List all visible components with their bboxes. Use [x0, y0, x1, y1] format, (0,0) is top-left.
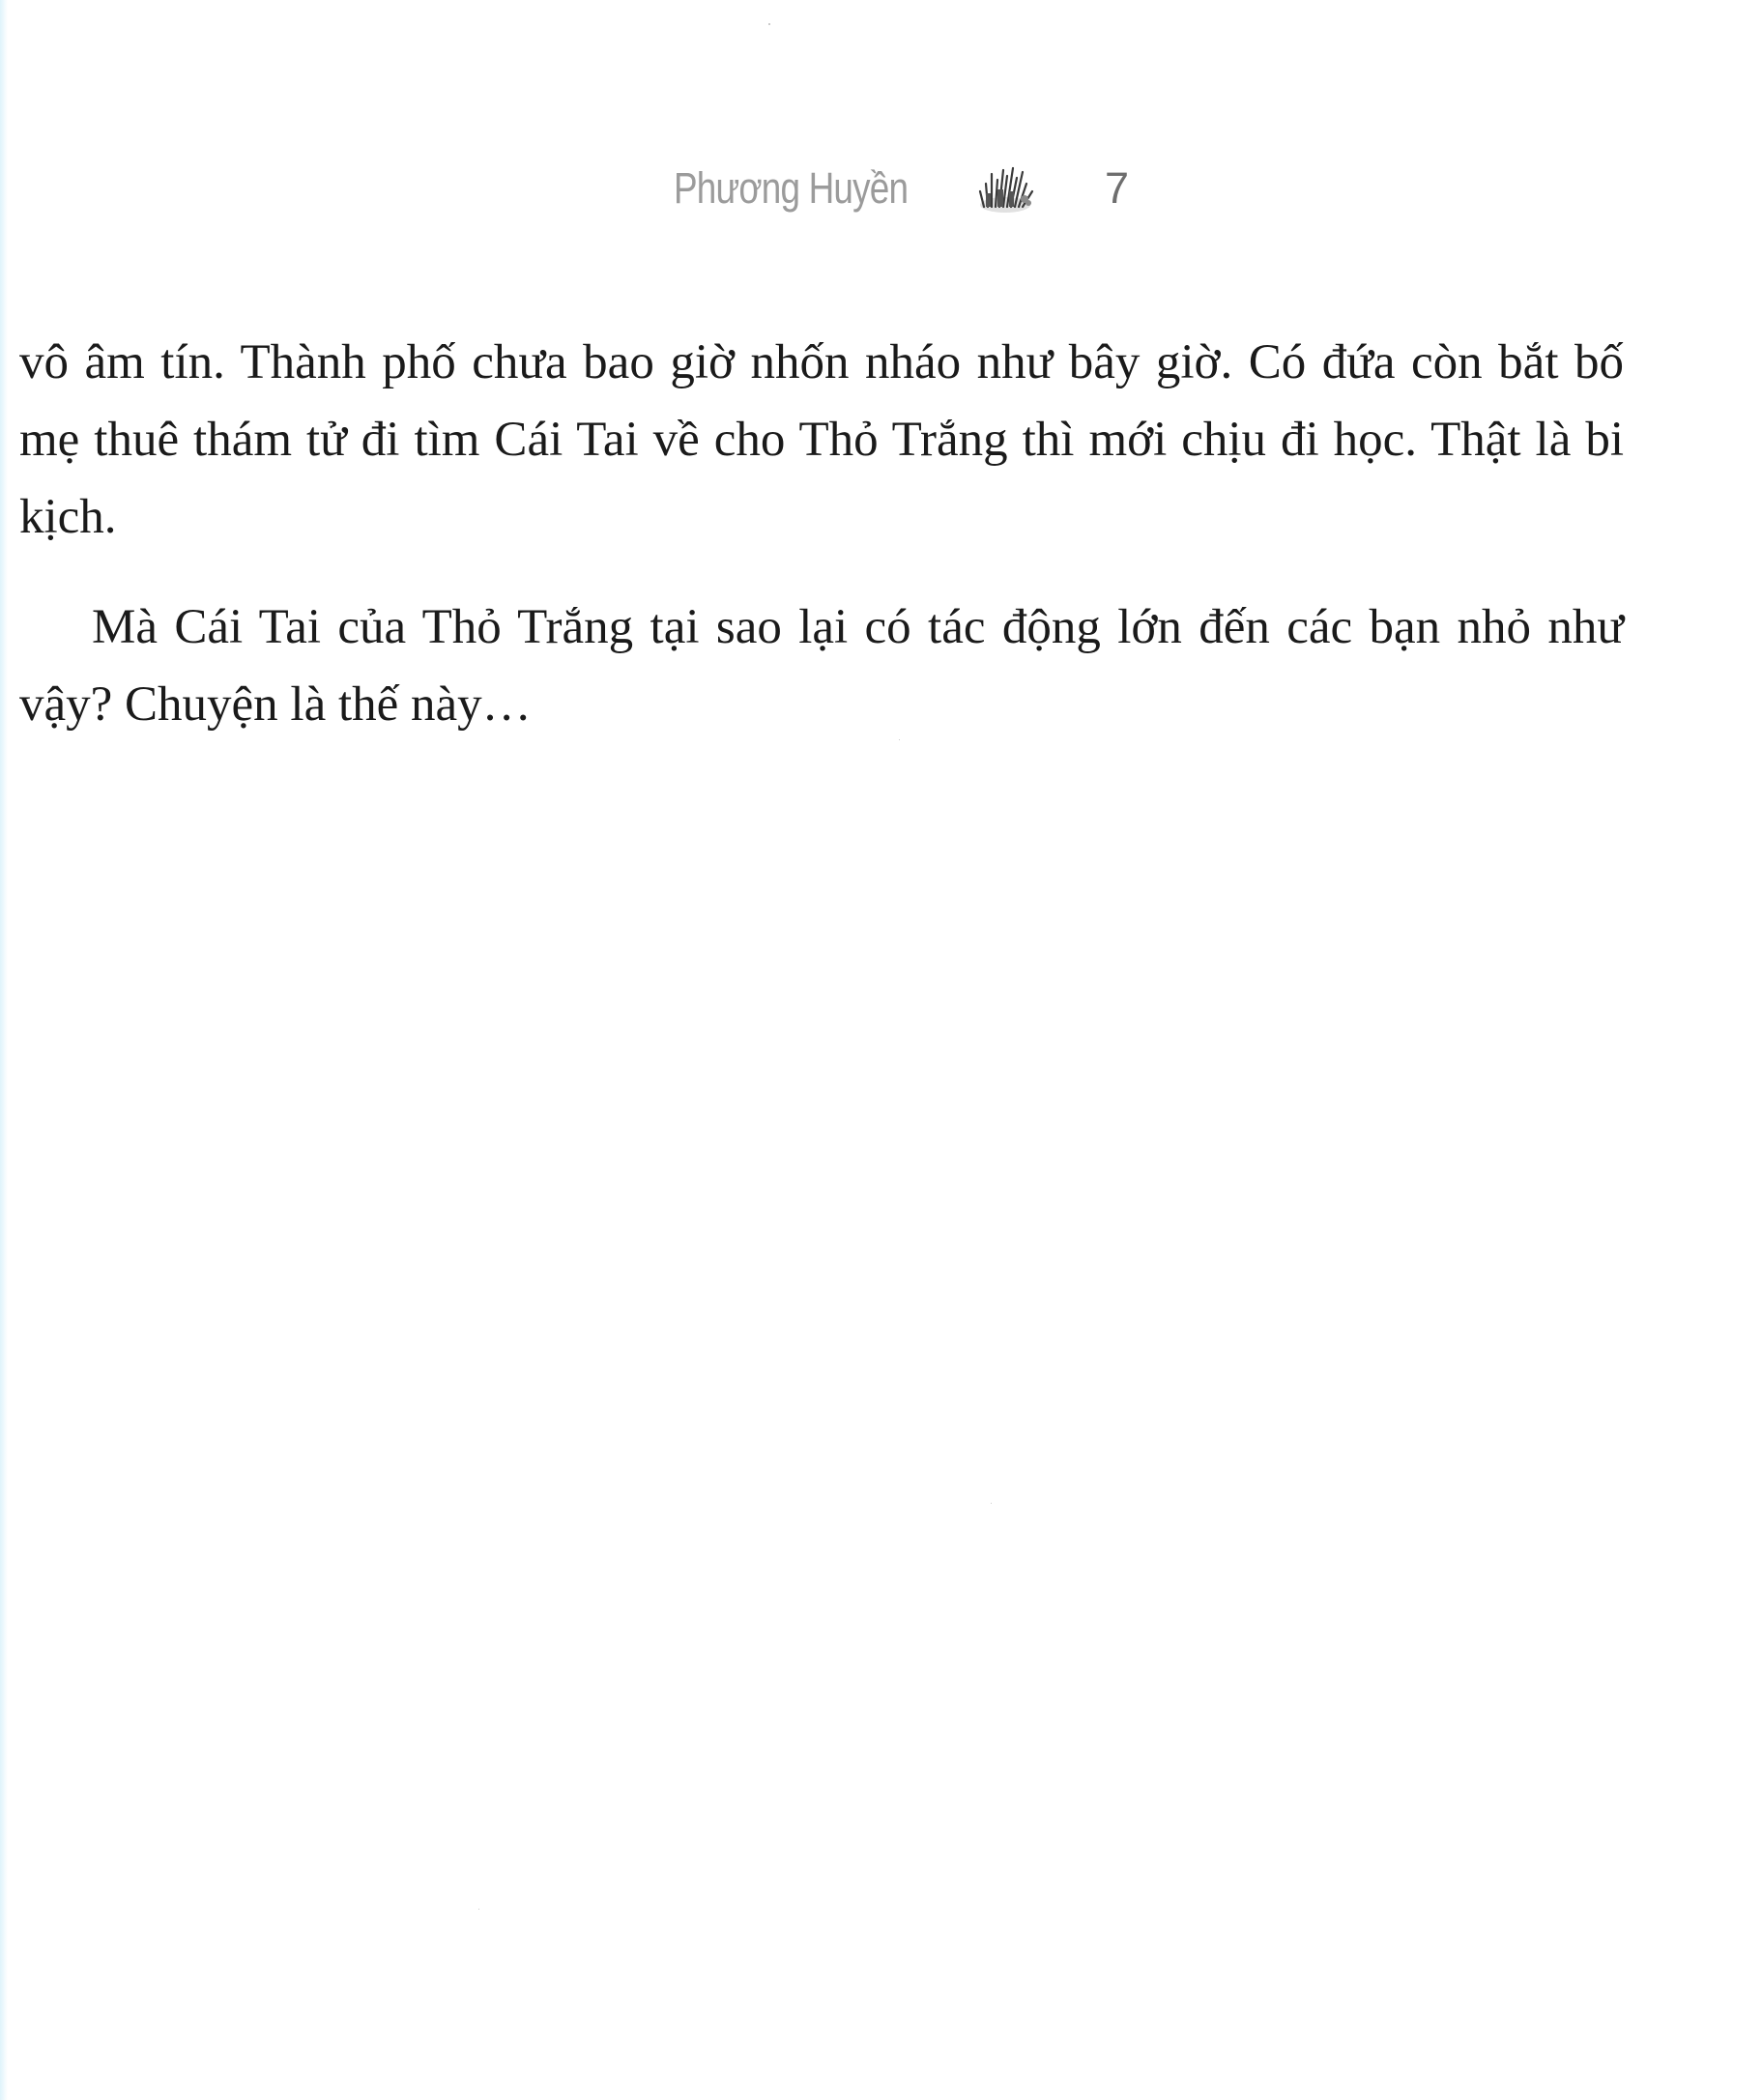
grass-tuft-icon	[976, 162, 1036, 216]
page-number: 7	[1105, 163, 1130, 213]
body-text	[19, 324, 1624, 743]
scan-speck	[991, 1503, 992, 1504]
paragraph: vô âm tín. Thành phố chưa bao giờ nhốn nháo như bây giờ. Có đứa còn bắt bố mẹ thuê thám tử đi tìm Cái Tai về cho Thỏ Trắng thì mới chịu đi học. Thật là bi kịch.	[19, 335, 1624, 544]
author-name: Phương Huyền	[674, 163, 909, 213]
running-head	[0, 162, 1762, 230]
paragraph: Mà Cái Tai của Thỏ Trắng tại sao lại có tác động lớn đến các bạn nhỏ như vậy? Chuyện là thế này…	[19, 600, 1624, 732]
scan-edge-tint	[0, 0, 8, 2100]
scan-speck	[768, 23, 770, 25]
scan-speck	[478, 1909, 479, 1910]
